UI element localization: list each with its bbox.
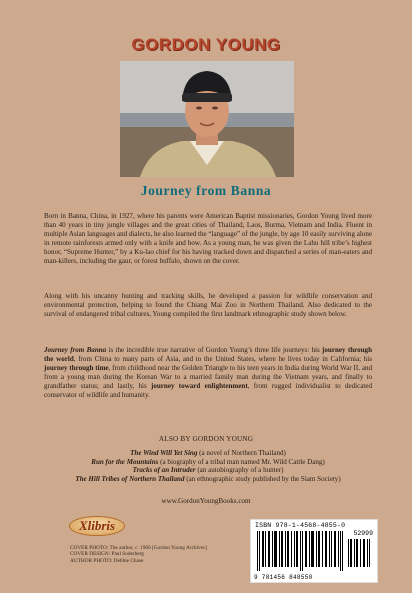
barcode-bars <box>251 520 377 582</box>
synopsis-highlight: journey through the world <box>44 346 373 364</box>
synopsis-book-title: Journey from Banna <box>44 346 107 354</box>
work-title: Run for the Mountains <box>91 457 159 466</box>
bio-paragraph-1: Born in Banna, China, in 1927, where his parents were American Baptist missionaries, Gordon Young lived more than 40 years in tiny jungle villages and the great cities of Thailand, Laos, Burma, Vietnam and India. Fluent in multiple Asian languages and dialects, he also learned the “language” of the jungle, by age 10 easily surviving alone in remote rainforests armed only with a knife and bow. As a young man, he was given the Lahu hill tribe’s highest honor, “Supreme Hunter,” by a Ku-lao chief for his having tracked down and dispatched a series of man-eaters and man-killers, including the gaur, or forest buffalo, shown on the cover. <box>44 212 372 266</box>
price-code: 52999 <box>353 530 373 537</box>
synopsis-text: , from rugged individualist to dedicated conservator of wildlife and humanity. <box>44 382 372 400</box>
work-title: The Hill Tribes of Northern Thailand <box>75 474 185 483</box>
author-name: GORDON YOUNG <box>131 35 281 54</box>
work-title: Tracks of an Intruder <box>132 466 196 475</box>
work-item <box>44 458 372 467</box>
also-by-heading: ALSO BY GORDON YOUNG <box>158 435 254 443</box>
publisher-logo-text: Xlibris <box>78 518 116 533</box>
synopsis-highlight: journey toward enlightenment <box>151 382 248 391</box>
work-item <box>44 475 372 484</box>
work-item <box>44 466 372 475</box>
synopsis-text: , from China to many parts of Asia, and to the United States, where he lives today in California; his <box>73 355 372 364</box>
work-title: The Wind Will Yet Sing <box>130 449 198 457</box>
credit-line: COVER DESIGN: Paul Soderberg <box>70 551 144 558</box>
publisher-logo <box>69 516 125 536</box>
synopsis-text: , from childhood near the Golden Triangle to his teen years in India during World War II, and from a young man during the Korean War to a married family man during the Vietnam years, and finally to grandfather status; and lastly, his <box>44 364 372 391</box>
book-title: Journey from Banna <box>140 183 272 198</box>
barcode-block <box>250 519 378 583</box>
work-description: (a novel of Northern Thailand) <box>197 449 286 457</box>
author-photo <box>120 61 294 177</box>
work-item <box>44 449 372 458</box>
author-website: www.GordonYoungBooks.com <box>161 497 251 505</box>
synopsis-highlight: journey through time <box>44 364 109 373</box>
work-description: (an ethnographic study published by the Siam Society) <box>184 474 341 483</box>
other-works-list <box>44 449 372 483</box>
credit-line: AUTHOR PHOTO: Debbie Chase <box>70 557 144 564</box>
credits-block <box>70 545 207 564</box>
bio-paragraph-2: Along with his uncanny hunting and tracking skills, he developed a passion for wildlife conservation and environmental protection, helping to found the Chiang Mai Zoo in Northern Thailand. Also dedicated to the survival of endangered tribal cultures, Young compiled the first landmark ethnographic study shown below. <box>44 292 372 319</box>
work-description: (a biography of a tribal man named Mr. Wild Cattle Dang) <box>158 457 325 466</box>
synopsis-paragraph <box>44 346 372 401</box>
credit-line: COVER PHOTO: The author, c. 1960 [Gordon Young Archives] <box>70 545 207 551</box>
synopsis-text: is the incredible true narrative of Gordon Young’s three life journeys: his <box>106 346 323 354</box>
isbn-digits: 9 781456 848550 <box>254 574 313 581</box>
isbn-label: ISBN 978-1-4568-4855-0 <box>255 522 346 529</box>
work-description: (an autobiography of a hunter) <box>195 466 284 475</box>
